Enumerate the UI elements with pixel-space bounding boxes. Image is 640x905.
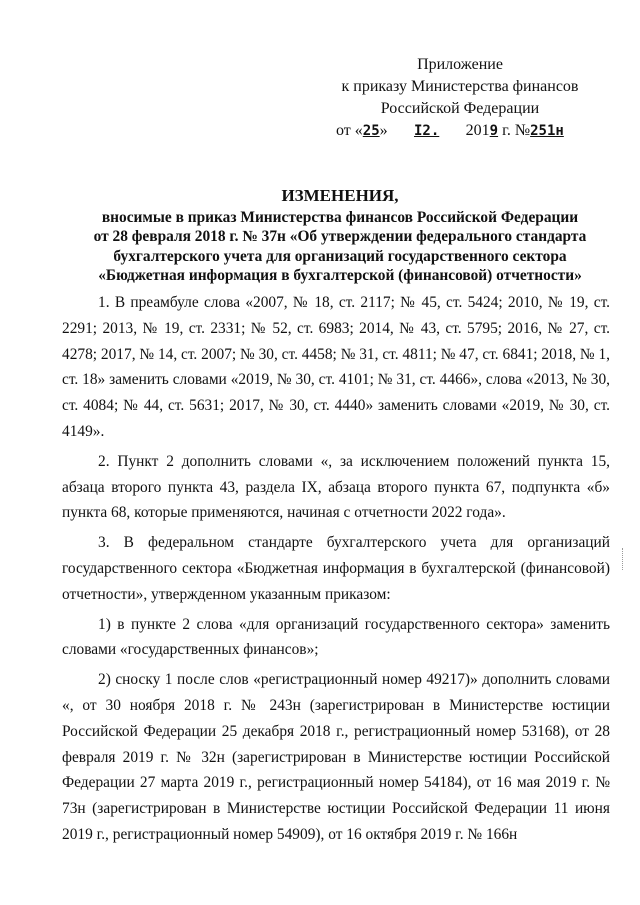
paragraph-1: 1. В преамбуле слова «2007, № 18, ст. 2117; № 45, ст. 5424; 2010, № 19, ст. 2291; 2013, № 19, ст. 2331; № 52, ст. 6983; 2014, № 43, ст. 5795; 2016, № 27, ст. 4278; 2017, № 14, ст. 2007; № 30, ст. 4458; № 31, ст. 4811; № 47, ст. 6841; 2018, № 1, ст. 18» заменить словами «2019, № 30, ст. 4101; № 31, ст. 4466», слова «2013, № 30, ст. 4084; № 44, ст. 5631; 2017, № 30, ст. 4440» заменить словами «2019, № 30, ст. 4149».	[62, 294, 610, 440]
appendix-country: Российской Федерации	[380, 100, 540, 117]
handwritten-month: I2.	[413, 123, 440, 139]
appendix-header	[330, 54, 590, 142]
handwritten-day: 25	[362, 123, 380, 139]
document-title	[60, 186, 620, 286]
title-line-2: от 28 февраля 2018 г. № 37н «Об утверждении федерального стандарта	[93, 228, 587, 245]
document-body	[62, 290, 610, 852]
paragraph-3-1: 1) в пункте 2 слова «для организаций государственного сектора» заменить словами «государственных финансов»;	[62, 615, 610, 659]
paragraph-2: 2. Пункт 2 дополнить словами «, за исключением положений пункта 15, абзаца второго пункта 43, раздела IX, абзаца второго пункта 67, подпункта «б» пункта 68, которые применяются, начиная с отчетности 2022 года».	[62, 452, 610, 522]
paragraph-3-2: 2) сноску 1 после слов «регистрационный номер 49217)» дополнить словами «, от 30 ноября 2018 г. № 243н (зарегистрирован в Министерстве юстиции Российской Федерации 25 декабря 2018 г., регистрационный номер 53168), от 28 февраля 2019 г. № 32н (зарегистрирован в Министерстве юстиции Российской Федерации 27 марта 2019 г., регистрационный номер 54184), от 16 мая 2019 г. № 73н (зарегистрирован в Министерстве юстиции Российской Федерации 11 июня 2019 г., регистрационный номер 54909), от 16 октября 2019 г. № 166н	[62, 671, 610, 843]
title-heading: ИЗМЕНЕНИЯ,	[281, 186, 399, 205]
scan-margin-mark	[622, 548, 625, 570]
title-line-4: «Бюджетная информация в бухгалтерской (финансовой) отчетности»	[98, 267, 582, 284]
appendix-date-line: от «25» I2. 2019 г. №251н	[330, 120, 590, 142]
handwritten-year-digit: 9	[489, 123, 499, 139]
appendix-order-ref: к приказу Министерства финансов	[341, 78, 579, 95]
appendix-title: Приложение	[417, 56, 503, 73]
title-line-1: вносимые в приказ Министерства финансов Российской Федерации	[101, 208, 579, 226]
paragraph-3: 3. В федеральном стандарте бухгалтерского учета для организаций государственного сектора «Бюджетная информация в бухгалтерской (финансовой) отчетности», утвержденном указанным приказом:	[62, 534, 610, 603]
title-line-3: бухгалтерского учета для организаций государственного сектора	[113, 247, 567, 265]
handwritten-order-number: 251н	[530, 123, 564, 139]
